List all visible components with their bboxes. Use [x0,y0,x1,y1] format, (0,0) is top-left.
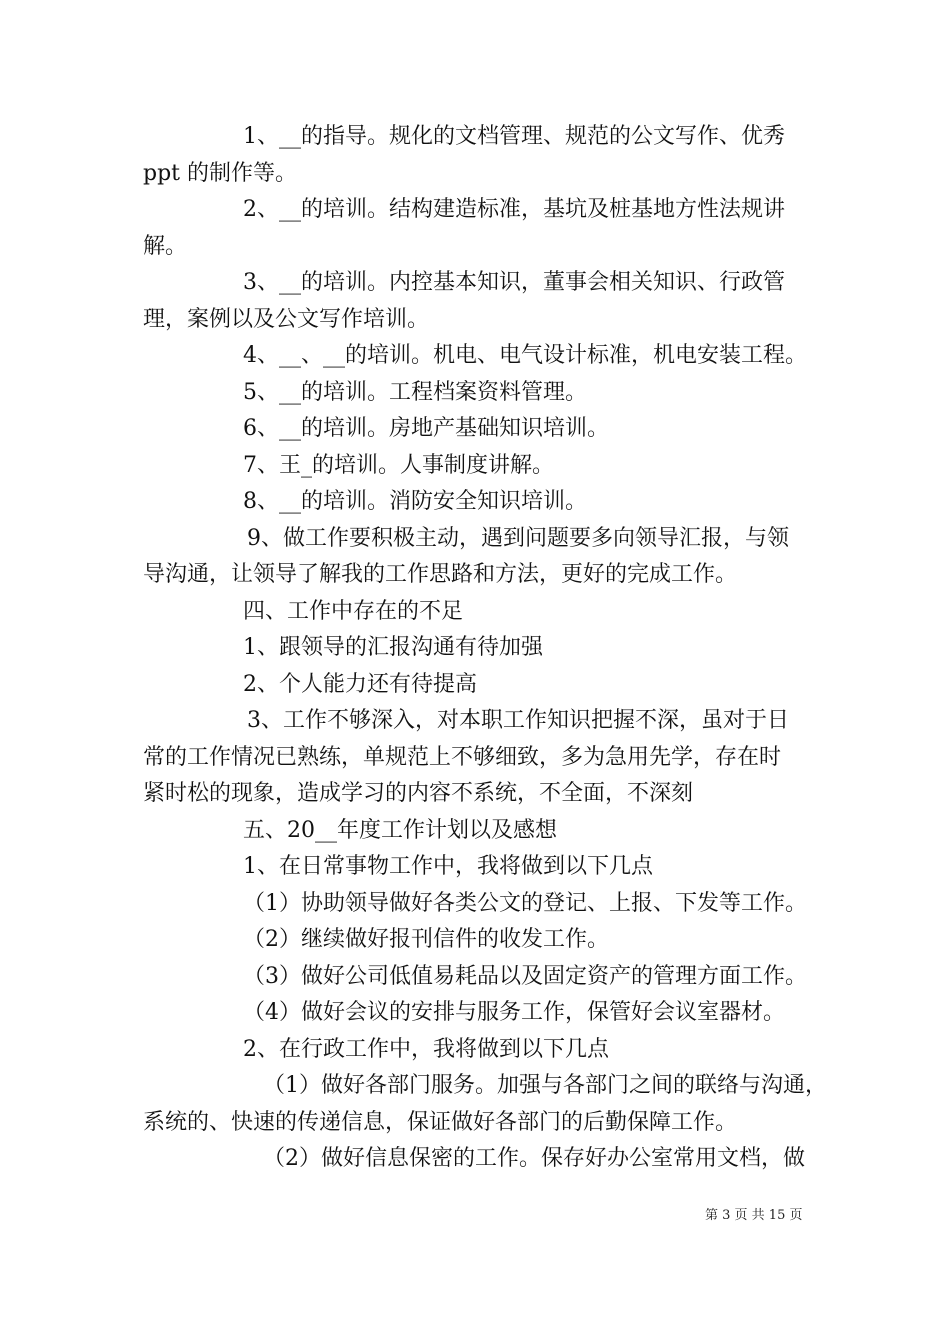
plan-2-item-1-line-2: 系统的、快速的传递信息，保证做好各部门的后勤保障工作。 [143,1109,738,1135]
page-number-footer: 第 3 页 共 15 页 [705,1208,803,1223]
paragraph-1-line-2: ppt 的制作等。 [143,160,298,186]
plan-1-item-3: （3）做好公司低值易耗品以及固定资产的管理方面工作。 [243,963,807,989]
paragraph-9-line-2: 导沟通，让领导了解我的工作思路和方法，更好的完成工作。 [143,562,738,587]
section-heading-4: 四、工作中存在的不足 [243,598,464,624]
plan-1-item-2: （2）继续做好报刊信件的收发工作。 [243,927,609,952]
paragraph-3-line-2: 理，案例以及公文写作培训。 [143,306,430,332]
paragraph-3-line-1: 3、__的培训。内控基本知识，董事会相关知识、行政管 [243,270,785,295]
plan-2-heading: 2、在行政工作中，我将做到以下几点 [243,1036,609,1062]
paragraph-5: 5、__的培训。工程档案资料管理。 [243,379,587,405]
plan-1-heading: 1、在日常事物工作中，我将做到以下几点 [243,854,653,879]
paragraph-6: 6、__的培训。房地产基础知识培训。 [243,416,609,441]
paragraph-4: 4、__、__的培训。机电、电气设计标准，机电安装工程。 [243,343,807,368]
plan-1-item-4: （4）做好会议的安排与服务工作，保管好会议室器材。 [243,1000,785,1025]
document-body [143,119,827,1178]
paragraph-9-line-1: 9、做工作要积极主动，遇到问题要多向领导汇报，与领 [247,525,789,551]
plan-1-item-1: （1）协助领导做好各类公文的登记、上报、下发等工作。 [243,890,807,916]
paragraph-2-line-1: 2、__的培训。结构建造标准，基坑及桩基地方性法规讲 [243,197,785,222]
shortcoming-3-line-3: 紧时松的现象，造成学习的内容不系统，不全面，不深刻 [143,781,694,806]
paragraph-8: 8、__的培训。消防安全知识培训。 [243,489,587,514]
paragraph-2-line-2: 解。 [143,233,188,259]
paragraph-7: 7、王_的培训。人事制度讲解。 [243,452,554,478]
shortcoming-3-line-2: 常的工作情况已熟练，单规范上不够细致，多为急用先学，存在时 [143,744,782,770]
plan-2-item-1-line-1: （1）做好各部门服务。加强与各部门之间的联络与沟通， [263,1073,827,1098]
section-heading-5: 五、20__年度工作计划以及感想 [243,817,557,843]
paragraph-1-line-1: 1、__的指导。规化的文档管理、规范的公文写作、优秀 [243,124,785,149]
shortcoming-3-line-1: 3、工作不够深入，对本职工作知识把握不深，虽对于日 [247,708,789,733]
plan-2-item-2-line-1: （2）做好信息保密的工作。保存好办公室常用文档，做 [263,1146,805,1171]
shortcoming-2: 2、个人能力还有待提高 [243,671,477,697]
shortcoming-1: 1、跟领导的汇报沟通有待加强 [243,635,543,660]
